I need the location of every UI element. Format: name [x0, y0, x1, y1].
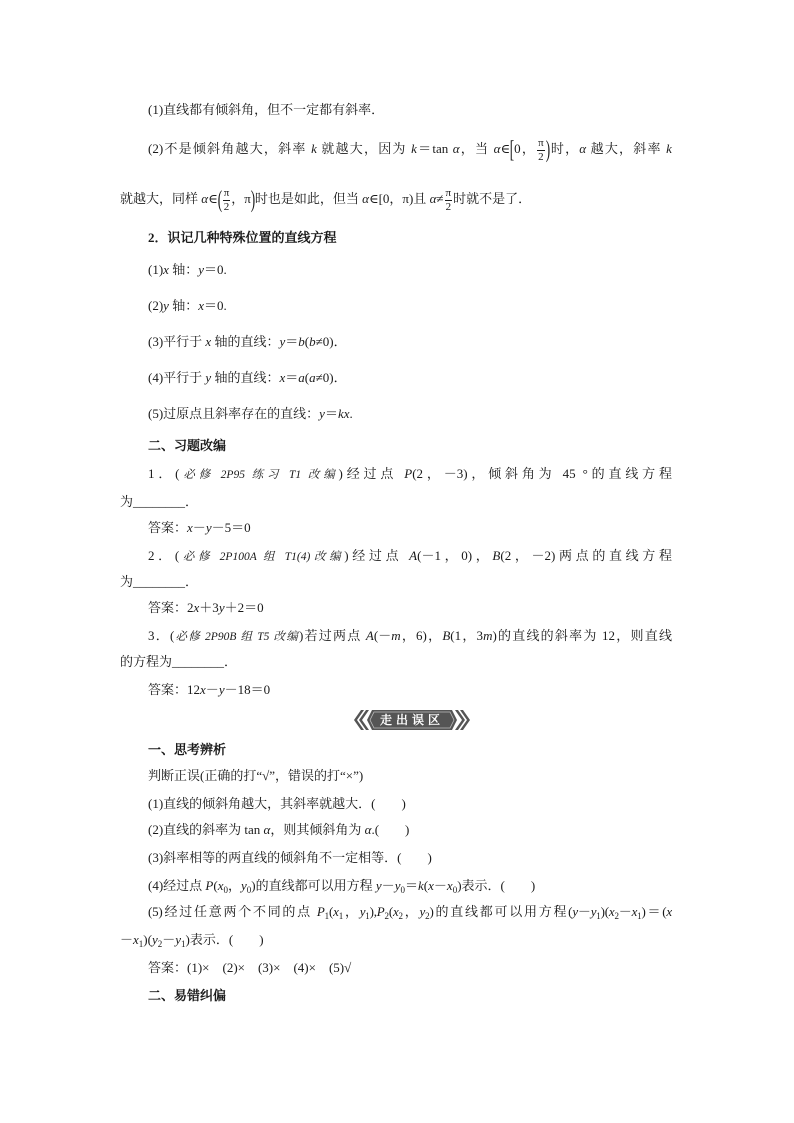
- text-run: )(: [143, 932, 152, 947]
- math-variable: P: [376, 904, 385, 919]
- note-item-2-line-1: [148, 136, 672, 164]
- exercise-2-line-1: [148, 546, 672, 566]
- math-variable: k: [411, 141, 417, 156]
- math-variable: x: [163, 262, 169, 277]
- exercise-3-answer: [148, 680, 270, 700]
- math-variable: m: [483, 628, 493, 643]
- tall-bracket: [: [509, 137, 515, 164]
- text-run: )若过两点: [298, 628, 366, 643]
- source-note: 必修 2P100A 组 T1(4)改编: [179, 551, 345, 563]
- math-variable: y: [218, 682, 225, 697]
- judge-answer: [148, 958, 351, 978]
- subscript: 0: [452, 885, 458, 895]
- math-variable: x: [631, 904, 638, 919]
- judge-item-2: [148, 820, 409, 840]
- text-run: )(: [600, 904, 609, 919]
- math-variable: x: [333, 904, 339, 919]
- math-variable: y: [205, 370, 212, 385]
- judge-item-1: [148, 794, 406, 814]
- math-variable: x: [392, 904, 399, 919]
- text-run: 轴：: [168, 262, 199, 277]
- math-variable: y: [218, 600, 225, 615]
- text-run: 答案：: [148, 520, 188, 535]
- text-run: 答案：12: [148, 682, 201, 697]
- text-run: (1): [148, 262, 164, 277]
- text-run: ，6)，: [400, 628, 443, 643]
- text-run: 越大，斜率: [586, 141, 667, 156]
- text-run: ≠: [436, 191, 444, 206]
- math-variable: y: [572, 904, 578, 919]
- math-variable: y: [419, 904, 426, 919]
- think-judge-heading: [148, 740, 226, 760]
- math-variable: α: [452, 141, 460, 156]
- text-run: ，: [228, 878, 242, 893]
- text-run: ，则其倾斜角为: [270, 822, 365, 837]
- text-run: －18＝0: [224, 682, 271, 697]
- math-variable: k: [666, 141, 672, 156]
- subscript: 2: [384, 911, 389, 921]
- text-run: (1)直线都有倾斜角，但不一定都有斜率．: [148, 102, 385, 117]
- judge-item-5-line-2: [120, 930, 264, 950]
- fraction: [223, 187, 231, 214]
- text-run: ),: [369, 904, 377, 919]
- text-run: )经过点: [338, 466, 405, 481]
- text-run: ＝0.: [204, 262, 227, 277]
- text-run: (－1，0)，: [417, 548, 493, 563]
- subscript: 0: [223, 885, 228, 895]
- text-run: ，: [343, 904, 360, 919]
- special-line-item-4: [148, 368, 347, 388]
- text-run: －: [618, 904, 632, 919]
- text-run: ＝: [285, 370, 299, 385]
- math-variable: x: [666, 904, 672, 919]
- subscript: 1: [181, 939, 186, 949]
- judge-item-4: [148, 876, 535, 896]
- math-variable: P: [316, 904, 325, 919]
- math-variable: y: [359, 904, 366, 919]
- math-variable: x: [428, 878, 434, 893]
- exercise-3-line-1: [148, 626, 672, 646]
- text-run: (5)经过任意两个不同的点: [148, 904, 317, 919]
- text-run: ＝: [404, 878, 418, 893]
- text-run: )的直线都可以用方程(: [429, 904, 573, 919]
- text-run: －5＝0: [211, 520, 251, 535]
- exercise-3-line-2: [120, 652, 237, 672]
- text-run: (4)经过点: [148, 878, 206, 893]
- fraction-numerator: π: [445, 186, 452, 199]
- text-run: (1，3: [450, 628, 484, 643]
- math-variable: α: [493, 141, 501, 156]
- math-variable: y: [590, 904, 597, 919]
- math-variable: b: [298, 334, 305, 349]
- source-note: 必修 2P90B 组 T5 改编: [174, 631, 299, 643]
- text-run: 2．识记几种特殊位置的直线方程: [148, 230, 337, 245]
- subscript: 2: [614, 911, 619, 921]
- think-judge-instruction: [148, 766, 363, 786]
- text-run: (1)直线的倾斜角越大，其斜率就越大．( ): [148, 796, 406, 811]
- text-run: ＝0.: [204, 298, 227, 313]
- math-variable: A: [409, 548, 418, 563]
- exercise-2-answer: [148, 598, 264, 618]
- math-variable: b: [309, 334, 316, 349]
- exercise-1-line-2: [120, 492, 198, 512]
- text-run: 就越大，同样: [120, 191, 202, 206]
- text-run: 判断正误(正确的打“√”，错误的打“×”): [148, 768, 364, 783]
- fraction-numerator: π: [538, 136, 544, 149]
- text-run: 轴：: [168, 298, 199, 313]
- text-run: )的直线都可以用方程: [251, 878, 376, 893]
- text-run: (: [304, 334, 310, 349]
- math-variable: y: [175, 932, 182, 947]
- tall-bracket: (: [217, 187, 222, 214]
- text-run: )的直线的斜率为 12，则直线: [492, 628, 672, 643]
- text-run: －: [205, 682, 219, 697]
- special-lines-heading: [148, 228, 337, 248]
- math-variable: B: [492, 548, 501, 563]
- math-variable: B: [442, 628, 451, 643]
- text-run: ∈: [500, 141, 511, 156]
- math-variable: y: [151, 932, 158, 947]
- math-variable: y: [163, 298, 169, 313]
- fraction-numerator: π: [223, 186, 230, 199]
- math-variable: P: [404, 466, 413, 481]
- text-run: (4)平行于: [148, 370, 206, 385]
- text-run: (5)过原点且斜率存在的直线：: [148, 406, 320, 421]
- judge-item-3: [148, 848, 432, 868]
- text-run: (: [388, 904, 393, 919]
- math-variable: m: [391, 628, 401, 643]
- special-line-item-3: [148, 332, 347, 352]
- text-run: (: [213, 878, 218, 893]
- math-variable: k: [417, 878, 424, 893]
- subscript: 0: [246, 885, 252, 895]
- text-run: 为________．: [120, 574, 199, 589]
- text-run: (: [328, 904, 334, 919]
- text-run: )表示．( ): [457, 878, 536, 893]
- text-run: －: [192, 520, 206, 535]
- text-run: (: [423, 878, 429, 893]
- exercise-2-line-2: [120, 572, 198, 592]
- math-variable: a: [298, 370, 305, 385]
- fraction-denominator: 2: [223, 200, 230, 213]
- text-run: (2): [148, 298, 164, 313]
- math-variable: α: [362, 191, 369, 206]
- text-run: 时，: [549, 141, 580, 156]
- text-run: 时就不是了．: [453, 191, 532, 206]
- special-line-item-1: [148, 260, 227, 280]
- math-variable: α: [201, 191, 209, 206]
- judge-item-5-line-1: [148, 902, 672, 922]
- banner-label: 走出误区: [379, 713, 444, 727]
- math-variable: y: [198, 262, 204, 277]
- text-run: .( ): [371, 822, 410, 837]
- text-run: 轴的直线：: [211, 370, 280, 385]
- math-variable: x: [200, 682, 206, 697]
- exercises-heading: [148, 436, 226, 456]
- text-run: ＝: [285, 334, 299, 349]
- math-variable: α: [429, 191, 437, 206]
- text-run: (2)不是倾斜角越大，斜率: [148, 141, 312, 156]
- subscript: 1: [637, 911, 642, 921]
- text-run: 一、思考辨析: [148, 742, 227, 757]
- math-variable: P: [205, 878, 214, 893]
- text-run: 二、习题改编: [148, 438, 227, 453]
- text-run: ，当: [459, 141, 494, 156]
- text-run: )表示．( ): [185, 932, 264, 947]
- math-variable: y: [319, 406, 325, 421]
- text-run: 答案：2: [148, 600, 194, 615]
- text-run: ＝: [324, 406, 338, 421]
- subscript: 1: [338, 911, 343, 921]
- text-run: (2)直线的斜率为 tan: [148, 822, 264, 837]
- text-run: 二、易错纠偏: [148, 988, 227, 1003]
- source-note: 必修 2P95 练习 T1 改编: [179, 469, 339, 481]
- error-correction-heading: [148, 986, 226, 1006]
- text-run: 0，: [514, 141, 537, 156]
- math-variable: x: [133, 932, 139, 947]
- math-variable: y: [205, 520, 212, 535]
- math-variable: x: [193, 600, 200, 615]
- subscript: 2: [425, 911, 430, 921]
- text-run: 2．(: [148, 548, 180, 563]
- text-run: －: [577, 904, 591, 919]
- text-run: －: [120, 932, 134, 947]
- text-run: )经过点: [344, 548, 410, 563]
- math-variable: x: [187, 520, 193, 535]
- text-run: )＝(: [641, 904, 667, 919]
- section-banner: [354, 708, 470, 732]
- text-run: ≠0)．: [315, 334, 347, 349]
- math-variable: x: [205, 334, 212, 349]
- text-run: －: [162, 932, 176, 947]
- subscript: 2: [157, 939, 163, 949]
- text-run: (－: [373, 628, 392, 643]
- text-run: (3)斜率相等的两直线的倾斜角不一定相等．( ): [148, 850, 432, 865]
- subscript: 1: [324, 911, 329, 921]
- subscript: 0: [400, 885, 405, 895]
- exercise-1-line-1: [148, 464, 672, 484]
- math-variable: x: [608, 904, 615, 919]
- subscript: 1: [596, 911, 601, 921]
- math-variable: x: [217, 878, 224, 893]
- math-variable: y: [241, 878, 247, 893]
- fraction-denominator: 2: [538, 150, 544, 163]
- text-run: 轴的直线：: [211, 334, 280, 349]
- text-run: 就越大，因为: [316, 141, 412, 156]
- special-line-item-5: [148, 404, 353, 424]
- text-run: (2，－3)，倾斜角为 45 °的直线方程: [412, 466, 672, 481]
- exercise-1-answer: [148, 518, 251, 538]
- math-variable: x: [446, 878, 453, 893]
- text-run: 时也是如此，但当: [254, 191, 363, 206]
- text-run: 答案：(1)× (2)× (3)× (4)× (5)√: [148, 960, 352, 975]
- text-run: ，π: [231, 191, 251, 206]
- text-run: .: [349, 406, 353, 421]
- math-variable: y: [279, 334, 286, 349]
- text-run: ≠0)．: [315, 370, 347, 385]
- math-variable: α: [579, 141, 587, 156]
- fraction: [537, 137, 545, 164]
- text-run: ，: [402, 904, 420, 919]
- math-variable: y: [375, 878, 382, 893]
- tall-bracket: ): [545, 137, 550, 164]
- subscript: 2: [398, 911, 403, 921]
- text-run: 为________．: [120, 494, 199, 509]
- math-variable: a: [309, 370, 316, 385]
- math-variable: x: [198, 298, 204, 313]
- text-run: 1．(: [148, 466, 180, 481]
- text-run: －: [381, 878, 395, 893]
- math-variable: kx: [337, 406, 350, 421]
- text-run: ∈: [208, 191, 218, 206]
- text-run: ＋3: [199, 600, 219, 615]
- text-run: (3)平行于: [148, 334, 206, 349]
- text-run: －: [433, 878, 447, 893]
- math-variable: α: [364, 822, 372, 837]
- note-item-2-line-2: [120, 186, 532, 214]
- subscript: 1: [365, 911, 370, 921]
- note-item-1: [148, 100, 384, 120]
- text-run: 3．(: [148, 628, 175, 643]
- subscript: 1: [138, 939, 144, 949]
- text-run: ＋2＝0: [224, 600, 264, 615]
- math-variable: y: [394, 878, 401, 893]
- math-variable: A: [365, 628, 374, 643]
- tall-bracket: ): [250, 187, 256, 214]
- special-line-item-2: [148, 296, 227, 316]
- math-variable: k: [311, 141, 317, 156]
- fraction: [445, 187, 453, 214]
- math-variable: α: [263, 822, 271, 837]
- text-run: 的方程为________．: [120, 654, 238, 669]
- text-run: ＝tan: [416, 141, 453, 156]
- fraction-denominator: 2: [445, 200, 452, 213]
- math-variable: x: [279, 370, 286, 385]
- text-run: (: [304, 370, 310, 385]
- text-run: (2，－2)两点的直线方程: [500, 548, 672, 563]
- text-run: ∈[0，π)且: [368, 191, 430, 206]
